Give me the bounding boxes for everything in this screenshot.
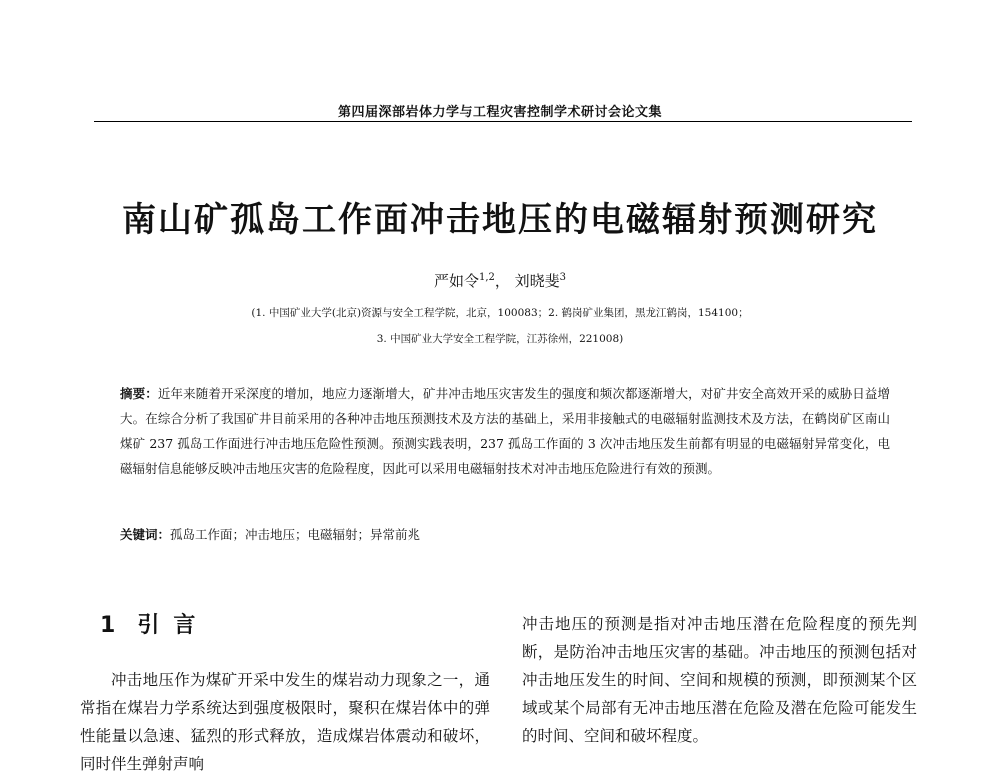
abstract-label: 摘要： (120, 386, 158, 401)
section-heading (100, 608, 209, 639)
author-separator: ， (494, 272, 515, 290)
author-name: 刘晓斐 (514, 272, 560, 290)
abstract-text: 近年来随着开采深度的增加，地应力逐渐增大，矿井冲击地压灾害发生的强度和频次都逐渐增大，对矿井安全高效开采的威胁日益增大。在综合分析了我国矿井目前采用的各种冲击地压预测技术及方法的基础上，采用非接触式的电磁辐射监测技术及方法，在鹤岗矿区南山煤矿 237 孤岛工作面进行冲击地压危险性预测。预测实践表明，237 孤岛工作面的 3 次冲击地压发生前都有明显的电磁辐射异常变化，电磁辐射信息能够反映冲击地压灾害的危险程度，因此可以采用电磁辐射技术对冲击地压危险进行有效的预测。 (120, 386, 890, 476)
author-line (0, 270, 1000, 291)
keywords (120, 525, 890, 543)
paper-title: 南山矿孤岛工作面冲击地压的电磁辐射预测研究 (122, 200, 878, 240)
section-number: 1 (100, 613, 116, 638)
body-column-right: 冲击地压的预测是指对冲击地压潜在危险程度的预先判断，是防治冲击地压灾害的基础。冲击地压的预测包括对冲击地压发生的时间、空间和规模的预测，即预测某个区域或某个局部有无冲击地压潜在危险及潜在危险可能发生的时间、空间和破坏程度。 (522, 615, 917, 745)
header-rule (94, 121, 912, 122)
keywords-label: 关键词： (120, 527, 171, 542)
author-affil-marker: 3 (559, 272, 567, 283)
body-column-left: 冲击地压作为煤矿开采中发生的煤岩动力现象之一，通常指在煤岩力学系统达到强度极限时，聚积在煤岩体中的弹性能量以急速、猛烈的形式释放，造成煤岩体震动和破坏，同时伴生弹射声响 (80, 671, 490, 773)
affiliation-line-1: (1. 中国矿业大学(北京)资源与安全工程学院，北京，100083；2. 鹤岗矿业集团，黑龙江鹤岗，154100； (251, 307, 749, 319)
abstract (120, 381, 890, 481)
affiliation-line-2: 3. 中国矿业大学安全工程学院，江苏徐州，221008) (376, 333, 624, 345)
proceedings-header: 第四届深部岩体力学与工程灾害控制学术研讨会论文集 (337, 105, 662, 120)
author-name: 严如令 (433, 272, 479, 290)
keywords-text: 孤岛工作面；冲击地压；电磁辐射；异常前兆 (170, 527, 421, 542)
section-title: 引言 (137, 613, 210, 638)
author-affil-marker: 1,2 (478, 272, 495, 283)
